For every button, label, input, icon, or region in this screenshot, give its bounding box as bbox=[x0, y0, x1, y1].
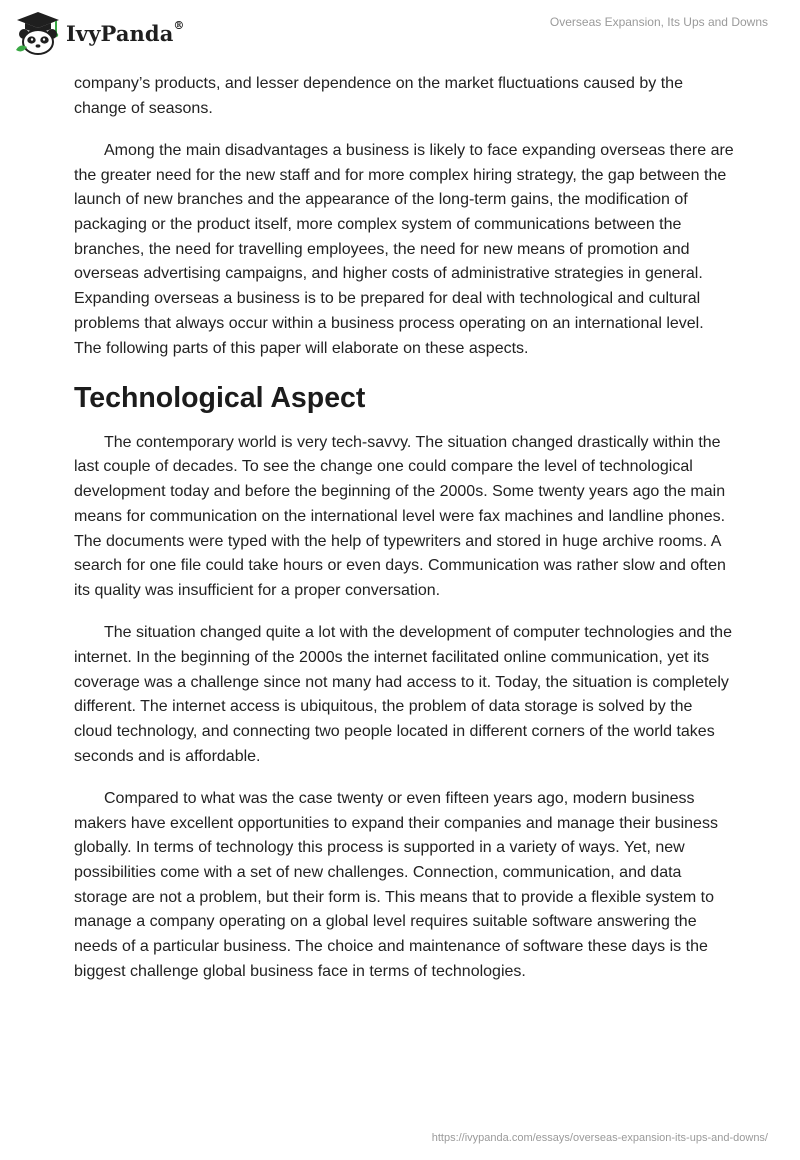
document-title: Overseas Expansion, Its Ups and Downs bbox=[549, 15, 768, 29]
section-heading: Technological Aspect bbox=[74, 381, 366, 414]
paragraph: The situation changed quite a lot with the development of computer technologies and the internet. In the beginning of the 2000s the internet facilitated online communication, yet its coverage was a challenge since not many had access to it. Today, the situation is completely different. The internet access is ubiquitous, the problem of data storage is solved by the cloud technology, and connecting two people located in different corners of the world takes seconds and is affordable. bbox=[74, 624, 732, 765]
essay-body bbox=[74, 72, 734, 1002]
paragraph: company’s products, and lesser dependence on the market fluctuations caused by the change of seasons. bbox=[74, 75, 683, 117]
brand-logo[interactable] bbox=[14, 8, 185, 58]
paragraph: Among the main disadvantages a business is likely to face expanding overseas there are the greater need for the new staff and for more complex hiring strategy, the gap between the launch of new branches and the appearance of the long-term gains, the modification of packaging or the product itself, more complex system of communications between the branches, the need for travelling employees, the need for new means of promotion and overseas advertising campaigns, and higher costs of administrative strategies in general. Expanding overseas a business is to be prepared for deal with technological and cultural problems that always occur within a business process operating on an international level. The following parts of this paper will elaborate on these aspects. bbox=[74, 141, 734, 357]
paragraph: Compared to what was the case twenty or even fifteen years ago, modern business makers have excellent opportunities to expand their companies and manage their business globally. In terms of technology this process is supported in a variety of ways. Yet, new possibilities come with a set of new challenges. Connection, communication, and data storage are not a problem, but their form is. This means that to provide a flexible system to manage a company operating on a global level requires suitable software answering the needs of a particular business. The choice and maintenance of software these days is the biggest challenge global business face in terms of technologies. bbox=[74, 789, 718, 980]
page-header bbox=[0, 0, 800, 64]
brand-name: IvyPanda® bbox=[66, 18, 185, 46]
paragraph: The contemporary world is very tech-savvy. The situation changed drastically within the last couple of decades. To see the change one could compare the level of technological development today and before the beginning of the 2000s. Some twenty years ago the main means for communication on the international level were fax machines and landline phones. The documents were typed with the help of typewriters and stored in huge archive rooms. A search for one file could take hours or even days. Communication was rather slow and often its quality was insufficient for a proper conversation. bbox=[74, 433, 726, 599]
source-url[interactable]: https://ivypanda.com/essays/overseas-expansion-its-ups-and-downs/ bbox=[431, 1132, 768, 1144]
registered-mark: ® bbox=[173, 18, 185, 32]
panda-graduation-cap-icon bbox=[14, 10, 62, 56]
